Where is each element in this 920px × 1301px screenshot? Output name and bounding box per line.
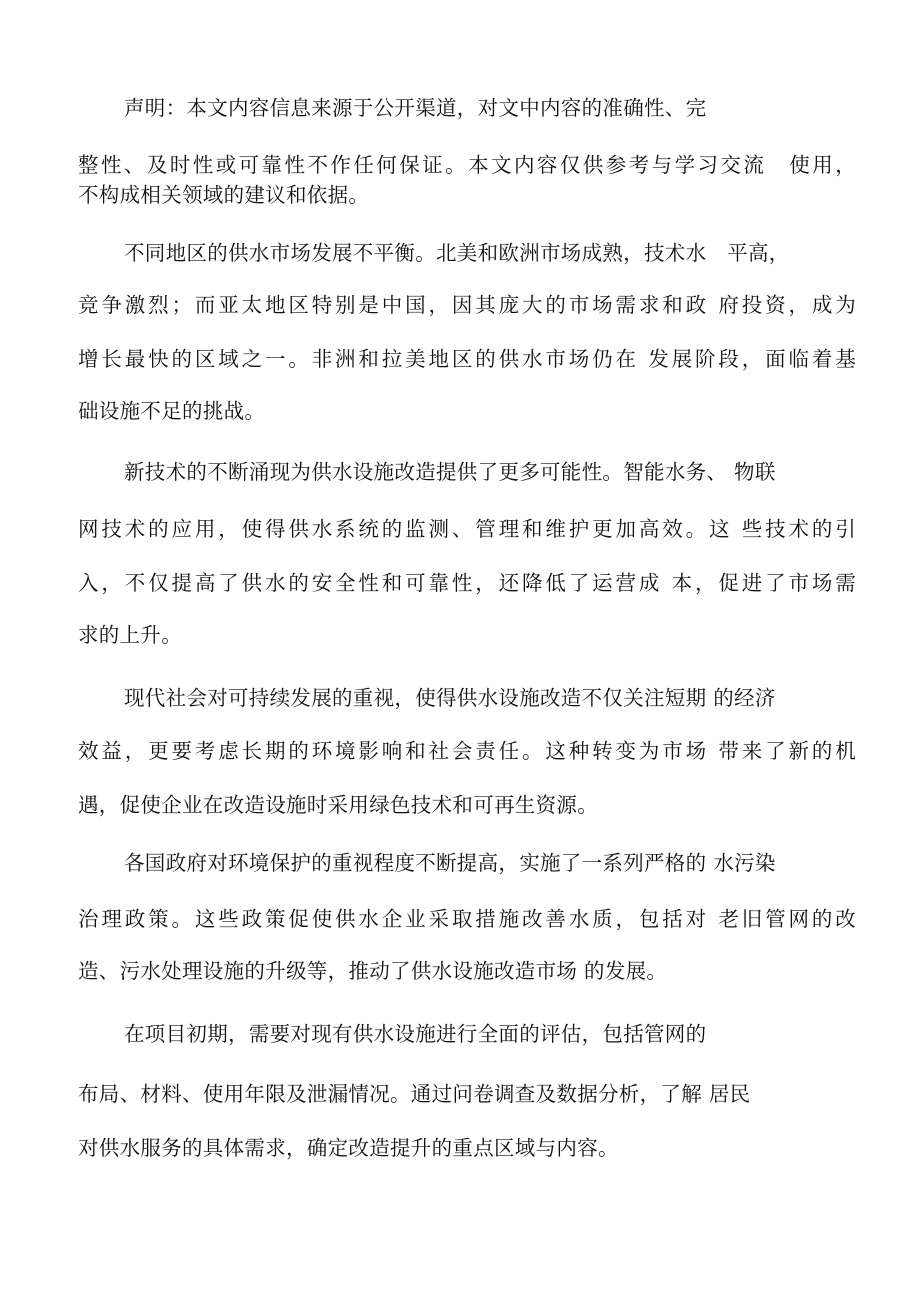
paragraph-line: 不同地区的供水市场发展不平衡。北美和欧洲市场成熟，技术水 平高， — [124, 241, 790, 265]
paragraph-line: 造、污水处理设施的升级等，推动了供水设施改造市场 的发展。 — [78, 959, 668, 983]
paragraph-line: 布局、材料、使用年限及泄漏情况。通过问卷调查及数据分析，了解 居民 — [78, 1082, 751, 1106]
paragraph-line: 治理政策。这些政策促使供水企业采取措施改善水质，包括对 老旧管网的改 — [78, 907, 856, 931]
paragraph-line: 不构成相关领域的建议和依据。 — [78, 183, 370, 207]
paragraph-line: 整性、及时性或可靠性不作任何保证。本文内容仅供参考与学习交流 使用， — [78, 153, 856, 177]
paragraph-line: 在项目初期，需要对现有供水设施进行全面的评估，包括管网的 — [124, 1022, 707, 1046]
paragraph-line: 现代社会对可持续发展的重视，使得供水设施改造不仅关注短期 的经济 — [124, 686, 776, 710]
paragraph-line: 础设施不足的挑战。 — [78, 399, 266, 423]
paragraph-line: 各国政府对环境保护的重视程度不断提高，实施了一系列严格的 水污染 — [124, 851, 776, 875]
paragraph-line: 求的上升。 — [78, 623, 182, 647]
paragraph-line: 新技术的不断涌现为供水设施改造提供了更多可能性。智能水务、 物联 — [124, 460, 776, 484]
paragraph-line: 声明：本文内容信息来源于公开渠道，对文中内容的准确性、完 — [124, 96, 707, 120]
paragraph-line: 入，不仅提高了供水的安全性和可靠性，还降低了运营成 本，促进了市场需 — [78, 571, 856, 595]
paragraph-line: 竞争激烈；而亚太地区特别是中国，因其庞大的市场需求和政 府投资，成为 — [78, 293, 856, 317]
paragraph-line: 增长最快的区域之一。非洲和拉美地区的供水市场仍在 发展阶段，面临着基 — [78, 347, 856, 371]
paragraph-line: 对供水服务的具体需求，确定改造提升的重点区域与内容。 — [78, 1136, 619, 1160]
paragraph-line: 遇，促使企业在改造设施时采用绿色技术和可再生资源。 — [78, 793, 598, 817]
paragraph-line: 效益，更要考虑长期的环境影响和社会责任。这种转变为市场 带来了新的机 — [78, 739, 856, 763]
paragraph-line: 网技术的应用，使得供水系统的监测、管理和维护更加高效。这 些技术的引 — [78, 517, 856, 541]
